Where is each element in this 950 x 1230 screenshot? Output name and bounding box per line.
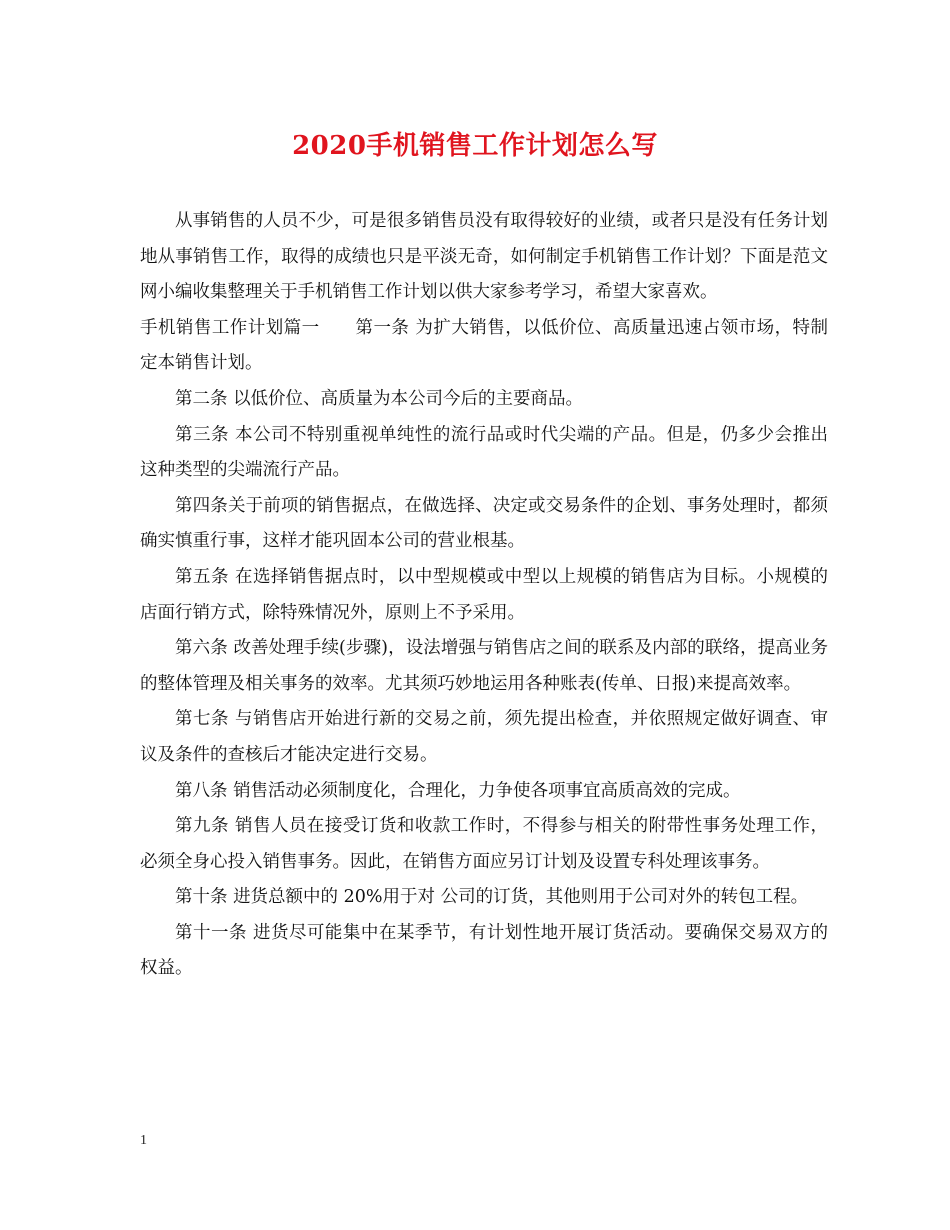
- paragraph-article-3: 第三条 本公司不特别重视单纯性的流行品或时代尖端的产品。但是，仍多少会推出这种类型的尖端流行产品。: [140, 424, 828, 481]
- paragraph-article-6: 第六条 改善处理手续(步骤)，设法增强与销售店之间的联系及内部的联络，提高业务的整体管理及相关事务的效率。尤其须巧妙地运用各种账表(传单、日报)来提高效率。: [140, 638, 828, 694]
- paragraph-article-7: 第七条 与销售店开始进行新的交易之前，须先提出检查，并依照规定做好调查、审议及条件的查核后才能决定进行交易。: [140, 709, 828, 765]
- paragraph-article-2: 第二条 以低价位、高质量为本公司今后的主要商品。: [175, 388, 584, 409]
- document-title: 2020手机销售工作计划怎么写: [292, 131, 658, 161]
- paragraph-article-9: 第九条 销售人员在接受订货和收款工作时，不得参与相关的附带性事务处理工作，必须全身心投入销售事务。因此，在销售方面应另订计划及设置专科处理该事务。: [140, 816, 828, 872]
- paragraph-article-1: 手机销售工作计划篇一 第一条 为扩大销售，以低价位、高质量迅速占领市场，特制定本销售计划。: [140, 317, 828, 374]
- paragraph-article-11: 第十一条 进货尽可能集中在某季节，有计划性地开展订货活动。要确保交易双方的权益。: [140, 922, 828, 979]
- document-body: [140, 204, 828, 987]
- paragraph-article-4: 第四条关于前项的销售据点，在做选择、决定或交易条件的企划、事务处理时，都须确实慎重行事，这样才能巩固本公司的营业根基。: [140, 495, 828, 552]
- paragraph-article-8: 第八条 销售活动必须制度化，合理化，力争使各项事宜高质高效的完成。: [175, 780, 741, 801]
- paragraph-article-10: 第十条 进货总额中的 20%用于对 公司的订货，其他则用于公司对外的转包工程。: [175, 887, 809, 908]
- paragraph-intro: 从事销售的人员不少，可是很多销售员没有取得较好的业绩，或者只是没有任务计划地从事销售工作，取得的成绩也只是平淡无奇，如何制定手机销售工作计划？下面是范文网小编收集整理关于手机销售工作计划以供大家参考学习，希望大家喜欢。: [140, 211, 828, 303]
- page-number: 1: [140, 1133, 147, 1148]
- paragraph-article-5: 第五条 在选择销售据点时，以中型规模或中型以上规模的销售店为目标。小规模的店面行销方式，除特殊情况外，原则上不予采用。: [140, 566, 828, 623]
